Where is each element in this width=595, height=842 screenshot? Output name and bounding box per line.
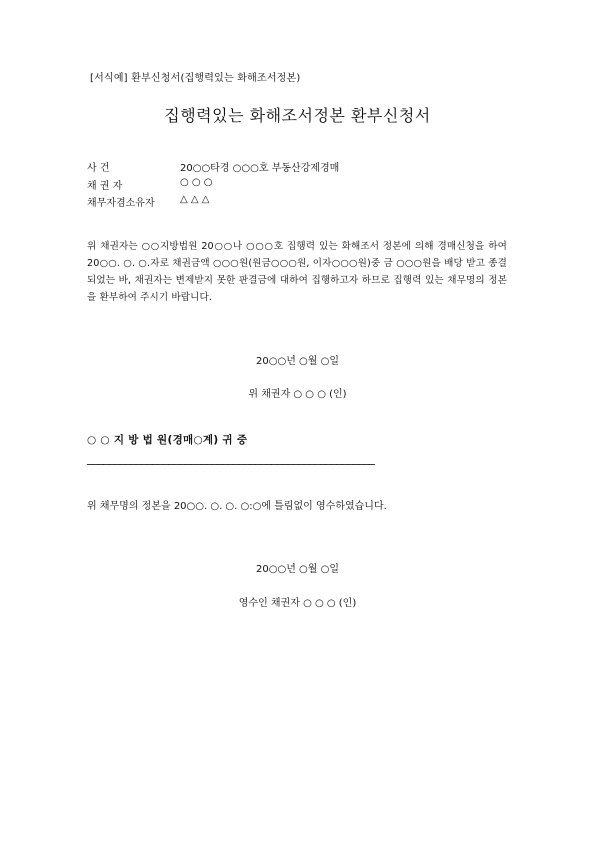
case-label: 사 건 [87, 163, 110, 174]
creditor-value: ○ ○ ○ [180, 177, 213, 188]
court-address-line: ○ ○ 지 방 법 원(경매○계) 귀 중 [87, 434, 248, 446]
creditor-label: 채 권 자 [87, 181, 123, 192]
request-body-text: 위 채권자는 ○○지방법원 20○○나 ○○○호 집행력 있는 화해조서 정본에 의해 경매신청을 하여 20○○. ○. ○.자로 채권금액 ○○○원(원금○○○원, 이자○○○원)중 금 ○○○원을 배당 받고 종결되었는 바, 채권자는 변제받지 못한 판결금에 대하여 집행하고자 하므로 집행력 있는 채무명의 정본을 환부하여 주시기 바랍니다. [87, 241, 507, 303]
form-header-note: [서식예] 환부신청서(집행력있는 화해조서정본) [90, 73, 301, 84]
case-value: 20○○타경 ○○○호 부동산강제경매 [180, 163, 340, 174]
receiver-signature-line: 영수인 채권자 ○ ○ ○ (인) [238, 598, 357, 609]
receipt-statement: 위 채무명의 정본을 20○○. ○. ○. ○:○에 틀림없이 영수하였습니다. [87, 501, 387, 512]
creditor-signature-line: 위 채권자 ○ ○ ○ (인) [248, 389, 347, 400]
receipt-date: 20○○년 ○월 ○일 [256, 564, 339, 575]
debtor-owner-value: △ △ △ [180, 194, 210, 205]
request-date: 20○○년 ○월 ○일 [256, 356, 339, 367]
debtor-owner-label: 채무자겸소유자 [87, 198, 155, 209]
section-divider: ───────────────────────────────────────────────────── [87, 460, 375, 471]
document-title: 집행력있는 화해조서정본 환부신청서 [164, 106, 431, 125]
